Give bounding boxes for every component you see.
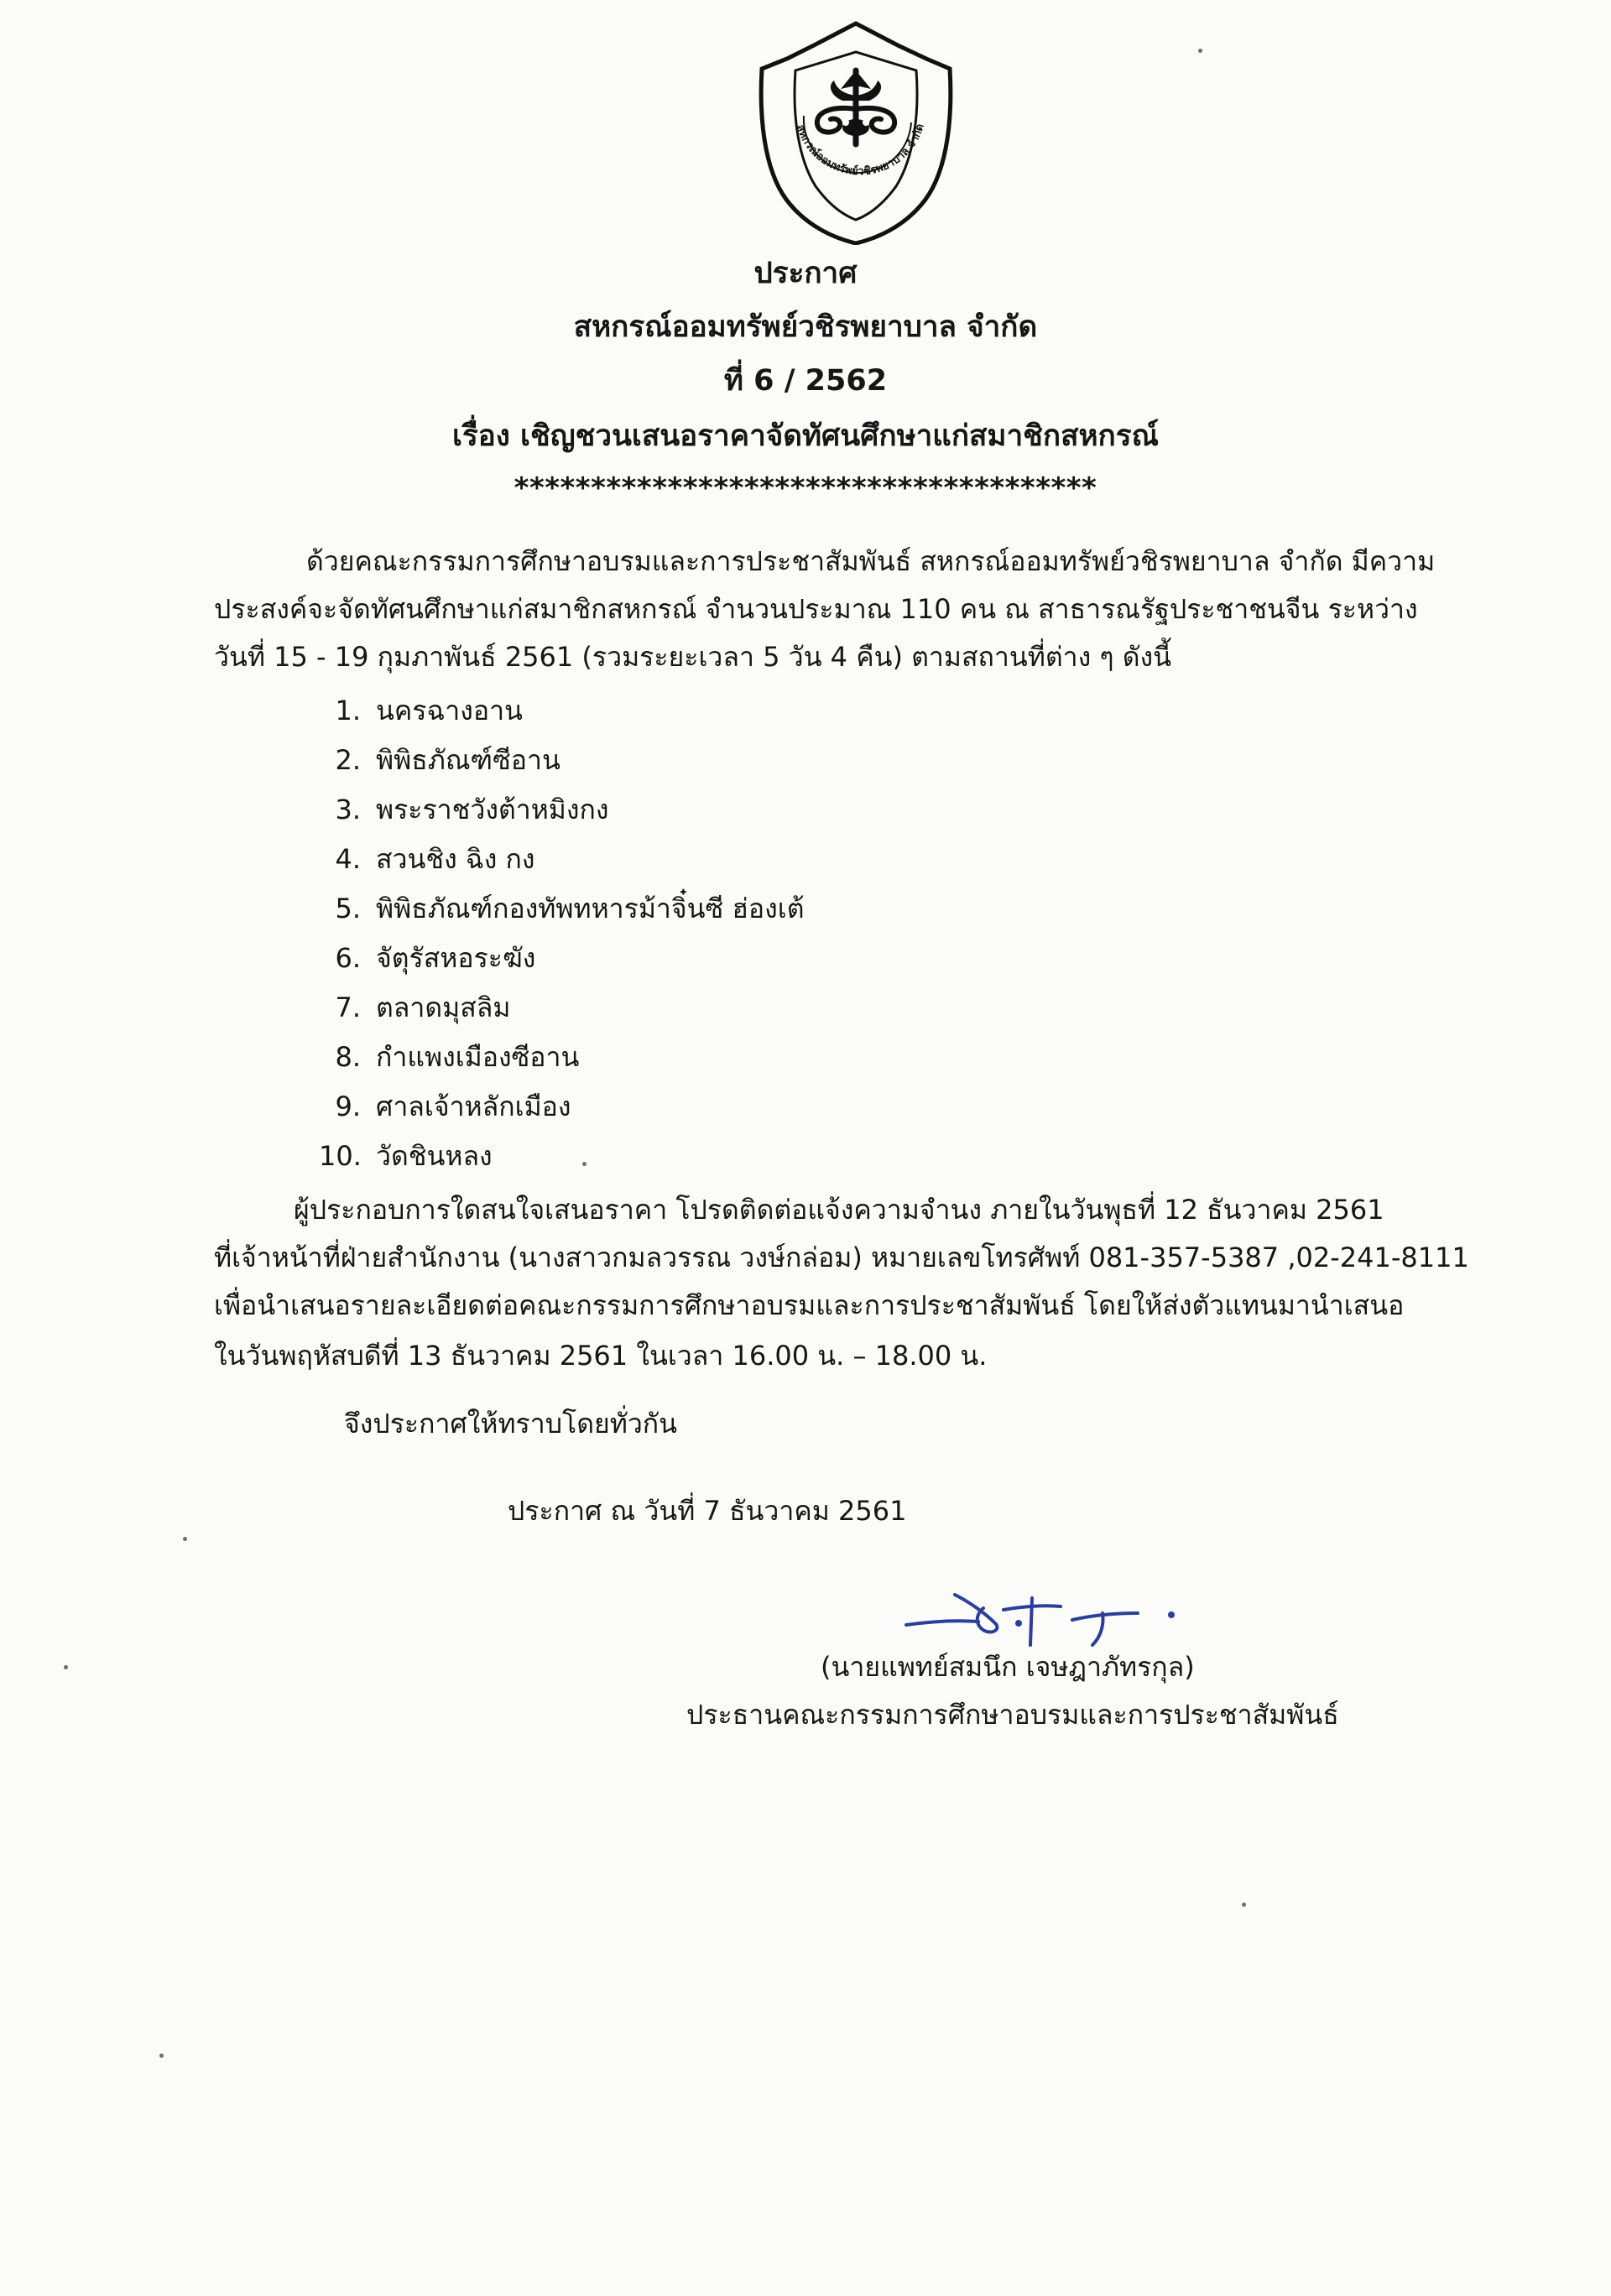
list-item	[319, 1033, 804, 1082]
list-item-label: พระราชวังต้าหมิงกง	[376, 794, 609, 825]
announcement-number: ที่ 6 / 2562	[723, 364, 888, 398]
list-item	[319, 983, 804, 1033]
announcement-subject: เรื่อง เชิญชวนเสนอราคาจัดทัศนศึกษาแก่สมาชิกสหกรณ์	[452, 419, 1159, 453]
list-item	[319, 686, 804, 736]
list-item	[319, 1082, 804, 1132]
scan-speck	[159, 2054, 164, 2058]
document-title: ประกาศ	[753, 257, 858, 290]
intro-line-3: วันที่ 15 - 19 กุมภาพันธ์ 2561 (รวมระยะเวลา 5 วัน 4 คืน) ตามสถานที่ต่าง ๆ ดังนี้	[214, 641, 1172, 673]
list-item-label: ศาลเจ้าหลักเมือง	[376, 1091, 571, 1122]
separator-line: **************************************	[514, 471, 1097, 505]
list-item	[319, 736, 804, 785]
list-item-number: 3.	[335, 794, 361, 825]
organization-name: สหกรณ์ออมทรัพย์วชิรพยาบาล จำกัด	[573, 310, 1038, 344]
signatory-position: ประธานคณะกรรมการศึกษาอบรมและการประชาสัมพันธ์	[686, 1699, 1339, 1731]
places-list	[319, 686, 804, 1181]
list-item-label: นครฉางอาน	[376, 695, 523, 726]
list-item-number: 6.	[335, 942, 361, 974]
handwritten-signature-icon	[896, 1573, 1190, 1657]
scan-speck	[64, 1665, 68, 1669]
announce-date: ประกาศ ณ วันที่ 7 ธันวาคม 2561	[508, 1495, 907, 1527]
list-item-label: พิพิธภัณฑ์กองทัพทหารม้าจิ๋นซี ฮ่องเต้	[376, 893, 805, 924]
list-item-label: กำแพงเมืองซีอาน	[376, 1041, 580, 1073]
list-item-number: 1.	[335, 695, 361, 726]
list-item-label: พิพิธภัณฑ์ซีอาน	[376, 744, 560, 776]
list-item-number: 10.	[319, 1140, 362, 1172]
list-item-number: 7.	[335, 992, 361, 1023]
list-item-number: 4.	[335, 843, 361, 875]
list-item-label: วัดชินหลง	[376, 1140, 493, 1172]
intro-line-1: ด้วยคณะกรรมการศึกษาอบรมและการประชาสัมพันธ์ สหกรณ์ออมทรัพย์วชิรพยาบาล จำกัด มีความ	[306, 545, 1436, 577]
list-item-number: 5.	[335, 893, 361, 924]
scan-speck	[183, 1537, 187, 1541]
contact-line-1: ผู้ประกอบการใดสนใจเสนอราคา โปรดติดต่อแจ้งความจำนง ภายในวันพุธที่ 12 ธันวาคม 2561	[294, 1194, 1384, 1226]
intro-line-2: ประสงค์จะจัดทัศนศึกษาแก่สมาชิกสหกรณ์ จำนวนประมาณ 110 คน ณ สาธารณรัฐประชาชนจีน ระหว่าง	[214, 593, 1418, 625]
emblem-text: สหกรณ์ออมทรัพย์วชิรพยาบาล จำกัด	[793, 122, 927, 179]
scan-speck	[1242, 1903, 1246, 1907]
list-item	[319, 785, 804, 835]
closing-statement: จึงประกาศให้ทราบโดยทั่วกัน	[344, 1408, 678, 1440]
list-item-number: 8.	[335, 1041, 361, 1073]
list-item	[319, 884, 804, 934]
coop-emblem-icon	[747, 18, 965, 245]
list-item-label: จัตุรัสหอระฆัง	[376, 942, 536, 974]
contact-line-2: ที่เจ้าหน้าที่ฝ่ายสำนักงาน (นางสาวกมลวรรณ วงษ์กล่อม) หมายเลขโทรศัพท์ 081-357-5387 ,02-241-8111	[214, 1242, 1469, 1273]
signatory-name: (นายแพทย์สมนึก เจษฎาภัทรกุล)	[821, 1651, 1195, 1683]
scan-speck	[1198, 49, 1202, 53]
list-item-label: ตลาดมุสลิม	[376, 992, 511, 1023]
list-item	[319, 835, 804, 884]
list-item-number: 9.	[335, 1091, 361, 1122]
contact-line-3: เพื่อนำเสนอรายละเอียดต่อคณะกรรมการศึกษาอบรมและการประชาสัมพันธ์ โดยให้ส่งตัวแทนมานำเสนอ	[214, 1289, 1405, 1321]
list-item	[319, 934, 804, 983]
list-item	[319, 1132, 804, 1181]
list-item-number: 2.	[335, 744, 361, 776]
scan-speck	[582, 1162, 587, 1166]
contact-line-4: ในวันพฤหัสบดีที่ 13 ธันวาคม 2561 ในเวลา 16.00 น. – 18.00 น.	[214, 1340, 988, 1372]
list-item-label: สวนชิง ฉิง กง	[376, 843, 535, 875]
